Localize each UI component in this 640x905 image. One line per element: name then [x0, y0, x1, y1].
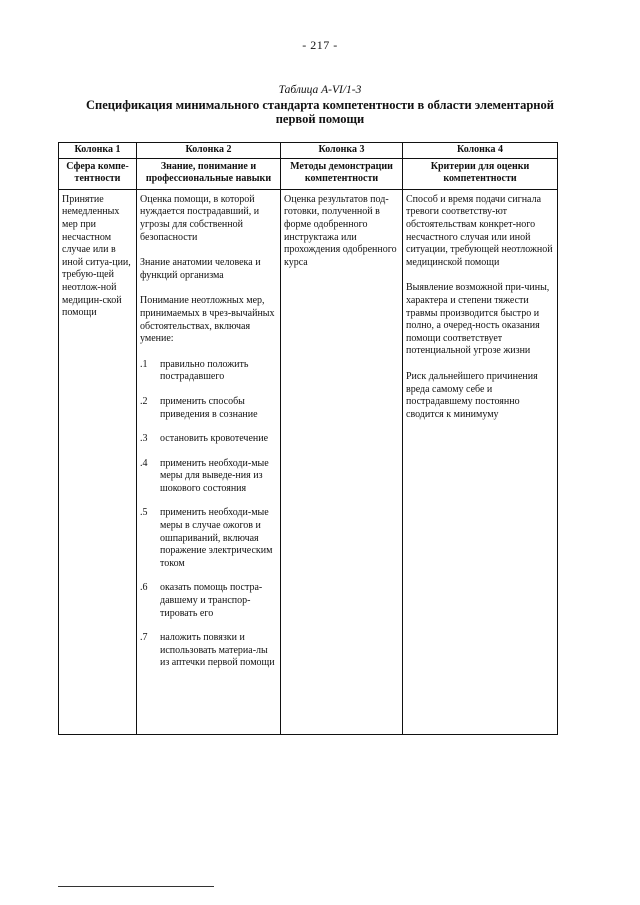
list-item-number: .3	[140, 433, 148, 445]
list-item	[140, 582, 277, 620]
page-number: - 217 -	[302, 38, 338, 52]
column-4-subheader: Критерии для оценки компетентности	[403, 158, 558, 189]
list-item	[140, 396, 277, 421]
knowledge-paragraph: Оценка помощи, в которой нуждается пострадавший, и угрозы для собственной безопасности	[140, 193, 260, 243]
list-item-text: остановить кровотечение	[160, 433, 269, 445]
column-3-header: Колонка 3	[281, 143, 403, 159]
competence-text: Принятие немедленных мер при несчастном случае или в иной ситуа-ции, требую-щей неотлож-ной медицин-ской помощи	[62, 193, 131, 319]
methods-cell	[281, 189, 403, 734]
list-item	[140, 632, 277, 670]
methods-text: Оценка результатов под-готовки, полученной в форме одобренного инструктажа или прохождения одобренного курса	[284, 193, 397, 268]
footnote-rule	[58, 886, 214, 887]
knowledge-paragraph: Понимание неотложных мер, принимаемых в чрез-вычайных обстоятельствах, включая умение:	[140, 295, 275, 345]
list-item	[140, 433, 277, 446]
list-item-number: .6	[140, 582, 148, 594]
list-item	[140, 507, 277, 570]
column-1-subheader: Сфера компе-тентности	[59, 158, 137, 189]
column-2-header: Колонка 2	[137, 143, 281, 159]
list-item-text: применить способы приведения в сознание	[160, 395, 258, 420]
table-row	[59, 189, 558, 734]
list-item-text: применить необходи-мые меры в случае ожогов и ошпариваний, включая поражение электрическим током	[160, 507, 273, 569]
criteria-cell	[403, 189, 558, 734]
criteria-paragraph: Риск дальнейшего причинения вреда самому себе и пострадавшему постоянно сводится к минимуму	[406, 370, 538, 420]
list-item-number: .4	[140, 457, 148, 469]
column-2-subheader: Знание, понимание и профессиональные навыки	[137, 158, 281, 189]
list-item-text: оказать помощь постра-давшему и транспор-тировать его	[160, 582, 263, 619]
header-row	[59, 143, 558, 159]
subheader-row	[59, 158, 558, 189]
column-3-subheader: Методы демонстрации компетентности	[281, 158, 403, 189]
table-title: Спецификация минимального стандарта компетентности в области элементарной первой помощи	[86, 98, 554, 126]
list-item-text: правильно положить пострадавшего	[160, 358, 249, 383]
competence-cell	[59, 189, 137, 734]
column-4-header: Колонка 4	[403, 143, 558, 159]
criteria-paragraph: Способ и время подачи сигнала тревоги соответству-ют обстоятельствам конкрет-ного несчастного случая или иной ситуации, требующей неотложной медицинской помощи	[406, 193, 553, 268]
list-item-number: .1	[140, 358, 148, 370]
list-item-number: .5	[140, 507, 148, 519]
list-item-number: .2	[140, 395, 148, 407]
competence-table	[58, 142, 558, 735]
list-item-text: применить необходи-мые меры для выведе-ния из шокового состояния	[160, 457, 269, 494]
list-item	[140, 458, 277, 496]
knowledge-cell	[137, 189, 281, 734]
criteria-paragraph: Выявление возможной при-чины, характера и степени тяжести травмы производится быстро и полно, а очеред-ность оказания помощи соответствует потенциальной угрозе жизни	[406, 282, 550, 357]
column-1-header: Колонка 1	[59, 143, 137, 159]
knowledge-paragraph: Знание анатомии человека и функций организма	[140, 257, 261, 281]
list-item	[140, 359, 277, 384]
table-caption: Таблица A-VI/1-3	[278, 84, 362, 96]
list-item-text: наложить повязки и использовать материа-лы из аптечки первой помощи	[160, 632, 275, 669]
list-item-number: .7	[140, 632, 148, 644]
